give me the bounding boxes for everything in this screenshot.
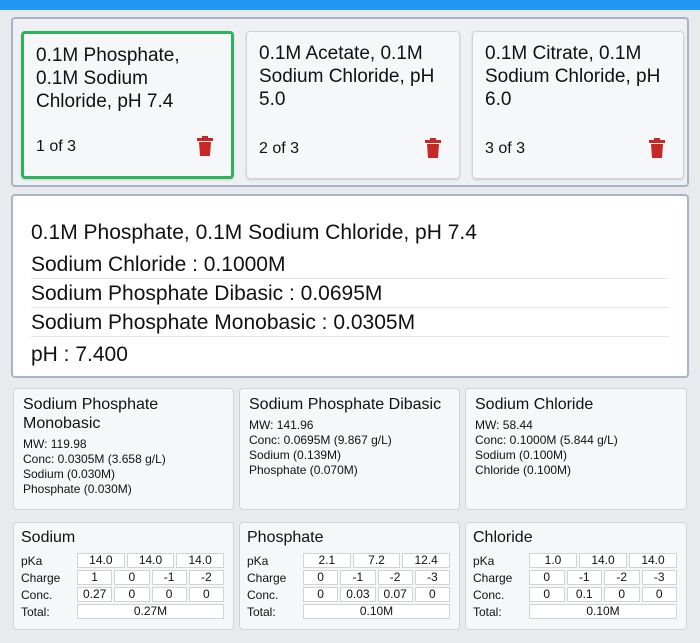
conc-cell: 0 — [642, 587, 678, 602]
ion-conc-row — [21, 586, 226, 603]
buffer-card-index: 1 of 3 — [36, 138, 77, 155]
charge-cell: 0 — [303, 570, 338, 585]
total-cell: 0.10M — [303, 604, 450, 619]
component-mw: MW: 141.96 — [249, 418, 314, 432]
component-ion: Phosphate (0.030M) — [23, 482, 132, 496]
component-card — [465, 388, 687, 510]
ion-row-label: Conc. — [247, 587, 279, 602]
ion-pka-row — [473, 552, 679, 569]
component-card — [13, 388, 234, 510]
trash-icon[interactable] — [425, 138, 441, 158]
charge-cell: 0 — [114, 570, 149, 585]
buffer-list — [11, 17, 689, 187]
component-ion: Sodium (0.100M) — [475, 448, 568, 462]
ion-pka-row — [21, 552, 226, 569]
component-conc: Conc: 0.0305M (3.658 g/L) — [23, 452, 166, 466]
component-conc: Conc: 0.1000M (5.844 g/L) — [475, 433, 618, 447]
component-name: Sodium Chloride — [475, 396, 594, 413]
conc-cell: 0 — [189, 587, 224, 602]
buffer-detail-panel — [11, 194, 689, 378]
conc-cell: 0 — [152, 587, 187, 602]
conc-cell: 0.27 — [77, 587, 112, 602]
detail-row: Sodium Phosphate Dibasic : 0.0695M — [31, 279, 669, 308]
ion-name: Sodium — [21, 529, 76, 546]
ion-name: Chloride — [473, 529, 533, 546]
pka-cell: 14.0 — [127, 553, 175, 568]
ion-charge-row — [21, 569, 226, 586]
charge-cell: 0 — [529, 570, 565, 585]
buffer-card-title: 0.1M Acetate, 0.1M Sodium Chloride, pH 5.0 — [259, 43, 435, 110]
ion-row-label: pKa — [247, 553, 269, 568]
ion-conc-row — [473, 586, 679, 603]
component-ion: Sodium (0.030M) — [23, 467, 116, 481]
charge-cell: -2 — [604, 570, 640, 585]
app-top-bar — [0, 0, 700, 10]
conc-cell: 0.07 — [378, 587, 413, 602]
component-conc: Conc: 0.0695M (9.867 g/L) — [249, 433, 392, 447]
ion-row-label: Total: — [21, 604, 50, 619]
ion-charge-row — [247, 569, 452, 586]
conc-cell: 0 — [529, 587, 565, 602]
ion-charge-row — [473, 569, 679, 586]
pka-cell: 7.2 — [353, 553, 401, 568]
component-ion: Phosphate (0.070M) — [249, 463, 358, 477]
ion-row-label: Conc. — [473, 587, 505, 602]
component-name: Sodium Phosphate Monobasic — [23, 396, 159, 432]
ion-pka-row — [247, 552, 452, 569]
pka-cell: 1.0 — [529, 553, 577, 568]
pka-cell: 2.1 — [303, 553, 351, 568]
conc-cell: 0 — [604, 587, 640, 602]
conc-cell: 0 — [303, 587, 338, 602]
total-cell: 0.27M — [77, 604, 224, 619]
ion-row-label: Charge — [247, 570, 287, 585]
charge-cell: -3 — [415, 570, 450, 585]
component-ion: Chloride (0.100M) — [475, 463, 572, 477]
component-mw: MW: 119.98 — [23, 437, 87, 451]
buffer-card-title: 0.1M Citrate, 0.1M Sodium Chloride, pH 6.0 — [485, 43, 661, 110]
buffer-card-title: 0.1M Phosphate, 0.1M Sodium Chloride, pH 7.4 — [36, 45, 180, 112]
buffer-card-index: 3 of 3 — [485, 140, 526, 157]
pka-cell: 14.0 — [77, 553, 125, 568]
buffer-detail-title: 0.1M Phosphate, 0.1M Sodium Chloride, pH 7.4 — [31, 221, 477, 244]
pka-cell: 14.0 — [579, 553, 627, 568]
ion-row-label: pKa — [473, 553, 495, 568]
ion-row-label: pKa — [21, 553, 43, 568]
buffer-card[interactable] — [246, 31, 460, 179]
charge-cell: -1 — [152, 570, 187, 585]
pka-cell: 14.0 — [176, 553, 224, 568]
conc-cell: 0.1 — [567, 587, 603, 602]
pka-cell: 14.0 — [629, 553, 677, 568]
ion-total-row — [247, 603, 452, 620]
ion-row-label: Total: — [473, 604, 502, 619]
ion-conc-row — [247, 586, 452, 603]
ion-total-row — [473, 603, 679, 620]
total-cell: 0.10M — [529, 604, 677, 619]
detail-row-ph: pH : 7.400 — [31, 343, 128, 366]
ion-card — [239, 522, 460, 630]
charge-cell: -1 — [340, 570, 375, 585]
ion-row-label: Charge — [473, 570, 513, 585]
component-ion: Sodium (0.139M) — [249, 448, 342, 462]
buffer-card-index: 2 of 3 — [259, 140, 300, 157]
pka-cell: 12.4 — [402, 553, 450, 568]
ion-name: Phosphate — [247, 529, 324, 546]
charge-cell: -2 — [378, 570, 413, 585]
charge-cell: -1 — [567, 570, 603, 585]
ion-card — [465, 522, 687, 630]
component-mw: MW: 58.44 — [475, 418, 533, 432]
ion-total-row — [21, 603, 226, 620]
conc-cell: 0.03 — [340, 587, 375, 602]
charge-cell: 1 — [77, 570, 112, 585]
detail-row: Sodium Phosphate Monobasic : 0.0305M — [31, 308, 669, 337]
buffer-card[interactable] — [472, 31, 684, 179]
buffer-card[interactable] — [21, 31, 234, 179]
ion-row-label: Conc. — [21, 587, 53, 602]
charge-cell: -2 — [189, 570, 224, 585]
component-name: Sodium Phosphate Dibasic — [249, 396, 442, 413]
component-card — [239, 388, 460, 510]
trash-icon[interactable] — [649, 138, 665, 158]
conc-cell: 0 — [415, 587, 450, 602]
detail-row: Sodium Chloride : 0.1000M — [31, 250, 669, 279]
ion-card — [13, 522, 234, 630]
ion-row-label: Charge — [21, 570, 61, 585]
conc-cell: 0 — [114, 587, 149, 602]
trash-icon[interactable] — [197, 136, 213, 156]
charge-cell: -3 — [642, 570, 678, 585]
ion-row-label: Total: — [247, 604, 276, 619]
